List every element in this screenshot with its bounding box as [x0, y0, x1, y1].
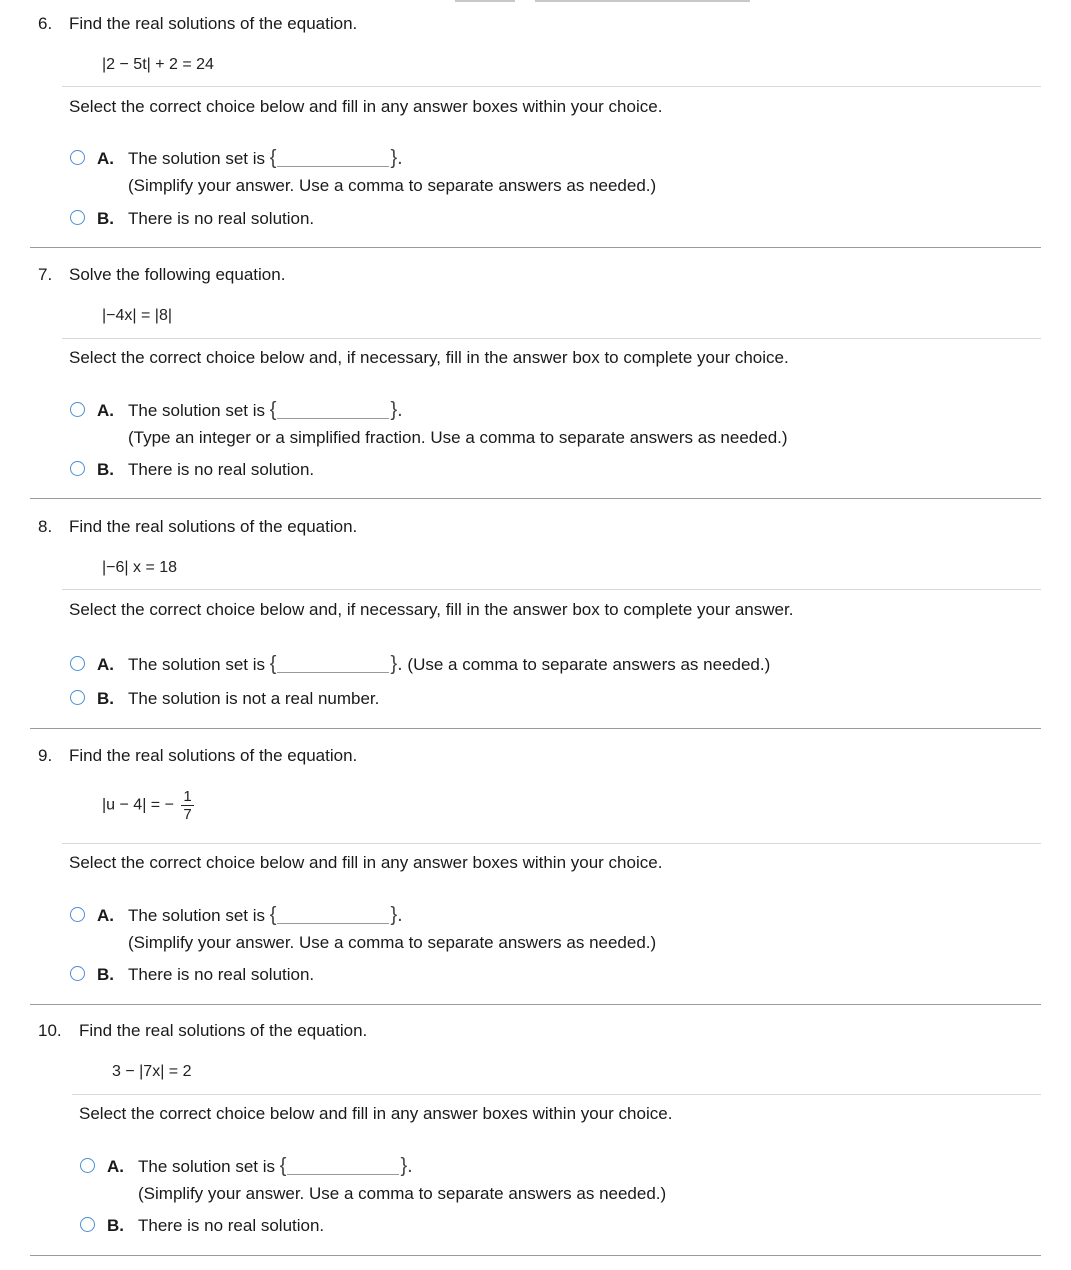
choice-letter: A.	[97, 655, 114, 674]
close-brace: }.	[390, 399, 403, 421]
choice-text: There is no real solution.	[128, 965, 315, 984]
close-brace: }.	[390, 904, 403, 926]
choice-text: There is no real solution.	[128, 460, 315, 479]
radio-button-b[interactable]	[70, 690, 85, 705]
equation: 3 − |7x| = 2	[112, 1063, 192, 1080]
choice-text: The solution set is	[128, 906, 266, 925]
question-number: 6.	[38, 14, 53, 33]
divider	[72, 1094, 1041, 1095]
radio-button-a[interactable]	[70, 402, 85, 417]
open-brace: {	[269, 653, 277, 675]
choice-b[interactable]	[70, 965, 314, 985]
instruction: Select the correct choice below and, if necessary, fill in the answer box to complete your choice.	[69, 348, 789, 367]
equation-lhs: |u − 4| = −	[102, 796, 174, 814]
choice-letter: A.	[97, 906, 114, 925]
fraction-numerator: 1	[183, 788, 192, 805]
question-number: 10.	[38, 1021, 62, 1040]
open-brace: {	[279, 1155, 287, 1177]
open-brace: {	[269, 904, 277, 926]
radio-button-a[interactable]	[70, 656, 85, 671]
question-prompt: Find the real solutions of the equation.	[69, 746, 358, 765]
question-header	[38, 1021, 367, 1041]
question-separator	[30, 247, 1041, 248]
choice-text: The solution is not a real number.	[128, 689, 380, 708]
equation: |2 − 5t| + 2 = 24	[102, 56, 214, 73]
question-number: 8.	[38, 517, 53, 536]
question-header	[38, 517, 357, 537]
choice-text: The solution set is	[128, 401, 266, 420]
choice-letter: B.	[97, 209, 114, 228]
choice-b[interactable]	[70, 460, 314, 480]
answer-input[interactable]	[277, 150, 389, 167]
divider	[62, 843, 1041, 844]
radio-button-b[interactable]	[70, 210, 85, 225]
choice-letter: A.	[97, 149, 114, 168]
instruction: Select the correct choice below and, if necessary, fill in the answer box to complete your answer.	[69, 600, 794, 619]
equation: |−6| x = 18	[102, 559, 178, 576]
choice-hint: (Type an integer or a simplified fraction. Use a comma to separate answers as needed.)	[128, 428, 788, 447]
radio-button-b[interactable]	[70, 461, 85, 476]
question-header	[38, 265, 285, 285]
radio-button-a[interactable]	[70, 907, 85, 922]
choice-letter: B.	[97, 689, 114, 708]
divider	[62, 86, 1041, 87]
equation	[102, 788, 194, 823]
question-header	[38, 14, 357, 34]
choice-hint: (Simplify your answer. Use a comma to separate answers as needed.)	[128, 933, 657, 952]
choice-text: The solution set is	[128, 149, 266, 168]
close-brace: }.	[390, 653, 403, 675]
radio-button-a[interactable]	[70, 150, 85, 165]
instruction: Select the correct choice below and fill in any answer boxes within your choice.	[69, 853, 663, 872]
question-separator	[30, 1004, 1041, 1005]
radio-button-b[interactable]	[70, 966, 85, 981]
choice-b[interactable]	[70, 689, 379, 709]
choice-a[interactable]	[70, 149, 656, 196]
choice-b[interactable]	[80, 1216, 324, 1236]
cropped-header-strip	[30, 0, 1041, 3]
choice-a[interactable]	[80, 1157, 666, 1204]
divider	[62, 338, 1041, 339]
choice-letter: B.	[97, 460, 114, 479]
answer-input[interactable]	[277, 402, 389, 419]
question-header	[38, 746, 357, 766]
choice-b[interactable]	[70, 209, 314, 229]
answer-input[interactable]	[287, 1158, 399, 1175]
choice-a[interactable]	[70, 906, 656, 953]
choice-letter: A.	[97, 401, 114, 420]
choice-text: There is no real solution.	[128, 209, 315, 228]
question-prompt: Solve the following equation.	[69, 265, 286, 284]
question-number: 9.	[38, 746, 53, 765]
choice-a[interactable]	[70, 655, 770, 675]
choice-hint: (Simplify your answer. Use a comma to separate answers as needed.)	[138, 1184, 667, 1203]
equation: |−4x| = |8|	[102, 307, 172, 324]
choice-hint: (Simplify your answer. Use a comma to separate answers as needed.)	[128, 176, 657, 195]
question-separator	[30, 728, 1041, 729]
choice-text: The solution set is	[128, 655, 266, 674]
fraction-denominator: 7	[183, 806, 192, 823]
choice-a[interactable]	[70, 401, 788, 448]
equation-fraction	[181, 788, 193, 823]
choice-after-text: (Use a comma to separate answers as needed.)	[407, 655, 771, 674]
close-brace: }.	[400, 1155, 413, 1177]
question-prompt: Find the real solutions of the equation.	[69, 14, 358, 33]
instruction: Select the correct choice below and fill in any answer boxes within your choice.	[79, 1104, 673, 1123]
answer-input[interactable]	[277, 656, 389, 673]
question-number: 7.	[38, 265, 53, 284]
close-brace: }.	[390, 147, 403, 169]
question-separator	[30, 1255, 1041, 1256]
choice-letter: A.	[107, 1157, 124, 1176]
open-brace: {	[269, 399, 277, 421]
answer-input[interactable]	[277, 907, 389, 924]
question-prompt: Find the real solutions of the equation.	[79, 1021, 368, 1040]
choice-text: There is no real solution.	[138, 1216, 325, 1235]
question-separator	[30, 498, 1041, 499]
open-brace: {	[269, 147, 277, 169]
instruction: Select the correct choice below and fill in any answer boxes within your choice.	[69, 97, 663, 116]
radio-button-a[interactable]	[80, 1158, 95, 1173]
divider	[62, 589, 1041, 590]
radio-button-b[interactable]	[80, 1217, 95, 1232]
choice-letter: B.	[97, 965, 114, 984]
choice-letter: B.	[107, 1216, 124, 1235]
choice-text: The solution set is	[138, 1157, 276, 1176]
question-prompt: Find the real solutions of the equation.	[69, 517, 358, 536]
